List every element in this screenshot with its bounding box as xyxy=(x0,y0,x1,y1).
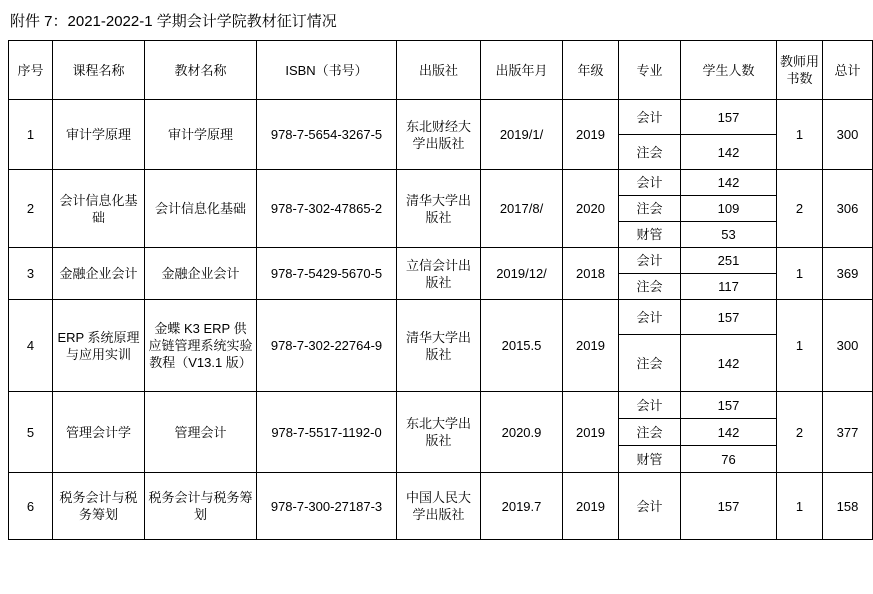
cell-students: 157 xyxy=(681,392,777,419)
cell-book: 管理会计 xyxy=(145,392,257,473)
cell-grade: 2019 xyxy=(563,392,619,473)
cell-major: 会计 xyxy=(619,248,681,274)
cell-course: 审计学原理 xyxy=(53,100,145,170)
cell-press: 东北财经大学出版社 xyxy=(397,100,481,170)
header-date: 出版年月 xyxy=(481,41,563,100)
cell-seq: 6 xyxy=(9,473,53,540)
cell-students: 157 xyxy=(681,100,777,135)
cell-teacher: 2 xyxy=(777,392,823,473)
cell-major: 注会 xyxy=(619,419,681,446)
cell-seq: 1 xyxy=(9,100,53,170)
cell-students: 142 xyxy=(681,135,777,170)
cell-total: 306 xyxy=(823,170,873,248)
cell-grade: 2020 xyxy=(563,170,619,248)
cell-total: 377 xyxy=(823,392,873,473)
table-row xyxy=(9,300,873,335)
header-teacher: 教师用书数 xyxy=(777,41,823,100)
cell-major: 注会 xyxy=(619,135,681,170)
cell-book: 审计学原理 xyxy=(145,100,257,170)
cell-isbn: 978-7-5654-3267-5 xyxy=(257,100,397,170)
cell-major: 会计 xyxy=(619,300,681,335)
table-row xyxy=(9,473,873,540)
cell-book: 会计信息化基础 xyxy=(145,170,257,248)
cell-students: 142 xyxy=(681,170,777,196)
table-row xyxy=(9,170,873,196)
cell-major: 会计 xyxy=(619,100,681,135)
cell-grade: 2019 xyxy=(563,473,619,540)
cell-seq: 3 xyxy=(9,248,53,300)
header-isbn: ISBN（书号） xyxy=(257,41,397,100)
cell-teacher: 2 xyxy=(777,170,823,248)
cell-students: 53 xyxy=(681,222,777,248)
header-total: 总计 xyxy=(823,41,873,100)
cell-major: 会计 xyxy=(619,473,681,540)
header-grade: 年级 xyxy=(563,41,619,100)
table-header xyxy=(9,41,873,100)
table-row xyxy=(9,392,873,419)
cell-major: 财管 xyxy=(619,222,681,248)
page-title: 附件 7：2021-2022-1 学期会计学院教材征订情况 xyxy=(10,13,337,30)
cell-major: 会计 xyxy=(619,392,681,419)
cell-major: 注会 xyxy=(619,196,681,222)
cell-students: 251 xyxy=(681,248,777,274)
cell-course: 会计信息化基础 xyxy=(53,170,145,248)
cell-course: 税务会计与税务筹划 xyxy=(53,473,145,540)
cell-total: 300 xyxy=(823,100,873,170)
textbook-order-table xyxy=(8,40,873,540)
table-row xyxy=(9,100,873,135)
cell-grade: 2019 xyxy=(563,100,619,170)
cell-date: 2019/12/ xyxy=(481,248,563,300)
header-press: 出版社 xyxy=(397,41,481,100)
cell-seq: 5 xyxy=(9,392,53,473)
cell-date: 2019.7 xyxy=(481,473,563,540)
cell-grade: 2019 xyxy=(563,300,619,392)
cell-date: 2017/8/ xyxy=(481,170,563,248)
cell-grade: 2018 xyxy=(563,248,619,300)
cell-major: 财管 xyxy=(619,446,681,473)
header-students: 学生人数 xyxy=(681,41,777,100)
cell-press: 东北大学出版社 xyxy=(397,392,481,473)
table-body xyxy=(9,100,873,540)
cell-date: 2019/1/ xyxy=(481,100,563,170)
cell-isbn: 978-7-302-47865-2 xyxy=(257,170,397,248)
cell-teacher: 1 xyxy=(777,473,823,540)
cell-course: 管理会计学 xyxy=(53,392,145,473)
header-major: 专业 xyxy=(619,41,681,100)
cell-date: 2015.5 xyxy=(481,300,563,392)
cell-seq: 2 xyxy=(9,170,53,248)
cell-major: 注会 xyxy=(619,335,681,392)
table-row xyxy=(9,248,873,274)
cell-date: 2020.9 xyxy=(481,392,563,473)
cell-students: 117 xyxy=(681,274,777,300)
cell-isbn: 978-7-5517-1192-0 xyxy=(257,392,397,473)
header-course: 课程名称 xyxy=(53,41,145,100)
cell-total: 369 xyxy=(823,248,873,300)
cell-isbn: 978-7-5429-5670-5 xyxy=(257,248,397,300)
header-seq: 序号 xyxy=(9,41,53,100)
cell-major: 会计 xyxy=(619,170,681,196)
cell-major: 注会 xyxy=(619,274,681,300)
cell-press: 清华大学出版社 xyxy=(397,300,481,392)
cell-teacher: 1 xyxy=(777,300,823,392)
cell-students: 109 xyxy=(681,196,777,222)
cell-press: 立信会计出版社 xyxy=(397,248,481,300)
cell-book: 税务会计与税务筹划 xyxy=(145,473,257,540)
cell-total: 158 xyxy=(823,473,873,540)
cell-students: 142 xyxy=(681,419,777,446)
cell-seq: 4 xyxy=(9,300,53,392)
cell-students: 157 xyxy=(681,473,777,540)
cell-isbn: 978-7-302-22764-9 xyxy=(257,300,397,392)
cell-students: 142 xyxy=(681,335,777,392)
table-header-row xyxy=(9,41,873,100)
cell-teacher: 1 xyxy=(777,248,823,300)
cell-total: 300 xyxy=(823,300,873,392)
cell-course: ERP 系统原理与应用实训 xyxy=(53,300,145,392)
header-book: 教材名称 xyxy=(145,41,257,100)
cell-students: 76 xyxy=(681,446,777,473)
cell-isbn: 978-7-300-27187-3 xyxy=(257,473,397,540)
cell-press: 清华大学出版社 xyxy=(397,170,481,248)
cell-students: 157 xyxy=(681,300,777,335)
cell-book: 金蝶 K3 ERP 供应链管理系统实验教程（V13.1 版） xyxy=(145,300,257,392)
cell-teacher: 1 xyxy=(777,100,823,170)
cell-book: 金融企业会计 xyxy=(145,248,257,300)
cell-press: 中国人民大学出版社 xyxy=(397,473,481,540)
cell-course: 金融企业会计 xyxy=(53,248,145,300)
